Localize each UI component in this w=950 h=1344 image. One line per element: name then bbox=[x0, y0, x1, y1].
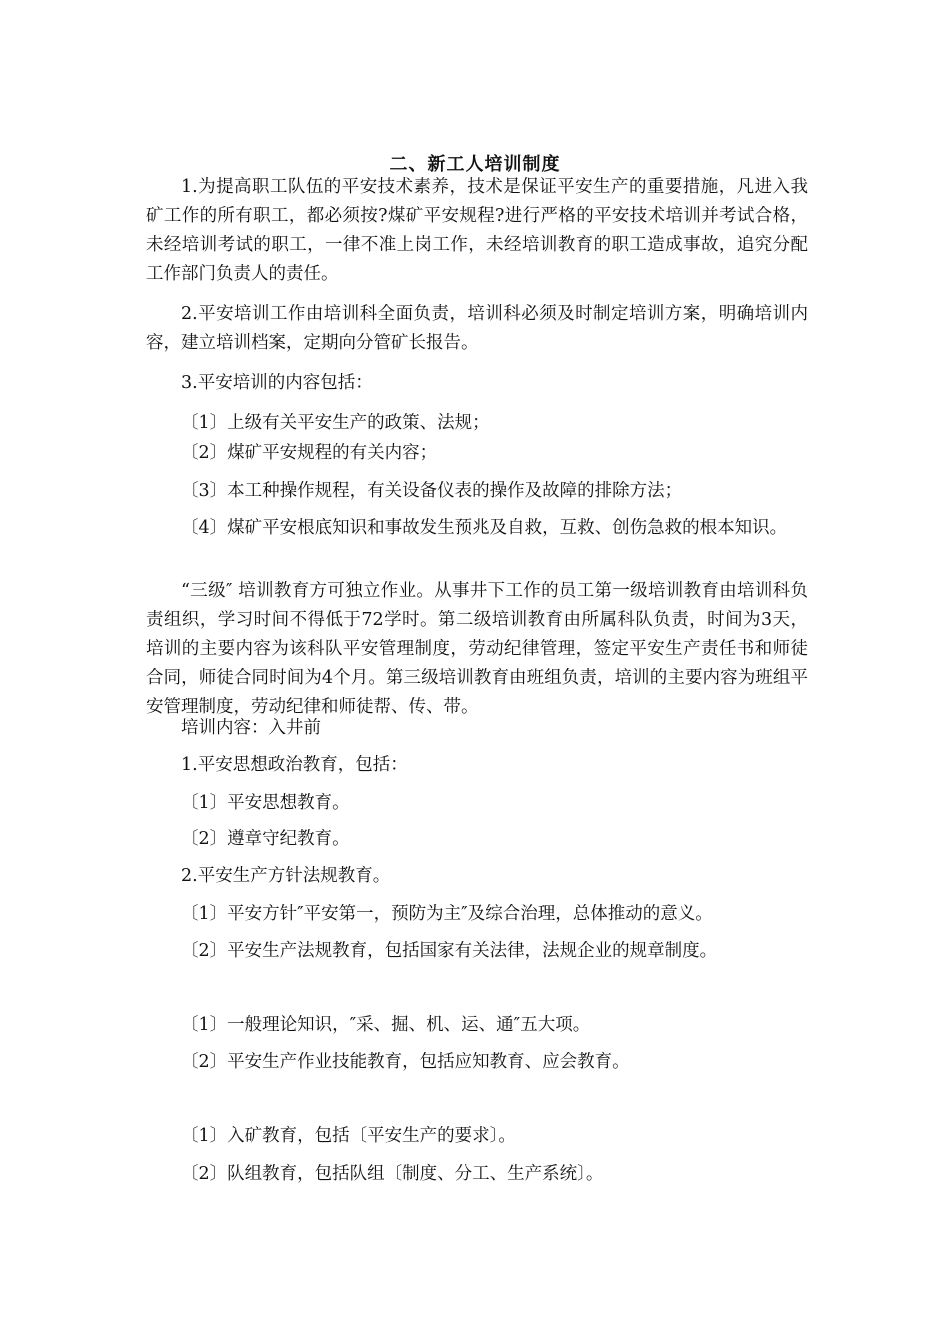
list-item-3-2: 〔2〕煤矿平安规程的有关内容； bbox=[181, 443, 438, 463]
training-content-heading: 培训内容：入井前 bbox=[181, 718, 321, 738]
list-item-3-1: 〔1〕上级有关平安生产的政策、法规； bbox=[181, 413, 490, 433]
section-3-item-2: 〔2〕平安生产作业技能教育，包括应知教育、应会教育。 bbox=[181, 1052, 630, 1072]
paragraph-3: 3.平安培训的内容包括： bbox=[181, 373, 373, 393]
section-2-item-1: 〔1〕平安方针″平安第一，预防为主″及综合治理，总体推动的意义。 bbox=[181, 904, 713, 924]
section-4-item-1: 〔1〕入矿教育，包括〔平安生产的要求〕。 bbox=[181, 1126, 516, 1146]
section-2-heading: 2.平安生产方针法规教育。 bbox=[181, 866, 391, 886]
document-title: 二、新工人培训制度 bbox=[389, 154, 561, 175]
section-4-item-2: 〔2〕队组教育，包括队组〔制度、分工、生产系统〕。 bbox=[181, 1164, 604, 1184]
section-1-item-2: 〔2〕遵章守纪教育。 bbox=[181, 829, 350, 849]
paragraph-three-level: “三级″ 培训教育方可独立作业。从事井下工作的员工第一级培训教育由培训科负责组织，学习时间不得低于72学时。第二级培训教育由所属科队负责，时间为3天，培训的主要内容为该科队平安管理制度，劳动纪律管理，签定平安生产责任书和师徒合同，师徒合同时间为4个月。第三级培训教育由班组负责，培训的主要内容为班组平安管理制度，劳动纪律和师徒帮、传、带。 bbox=[146, 581, 808, 717]
paragraph-1: 1.为提高职工队伍的平安技术素养，技术是保证平安生产的重要措施，凡进入我矿工作的所有职工，都必须按?煤矿平安规程?进行严格的平安技术培训并考试合格，未经培训考试的职工，一律不准上岗工作，未经培训教育的职工造成事故，追究分配工作部门负责人的责任。 bbox=[146, 177, 808, 284]
section-2-item-2: 〔2〕平安生产法规教育，包括国家有关法律，法规企业的规章制度。 bbox=[181, 941, 718, 961]
section-1-item-1: 〔1〕平安思想教育。 bbox=[181, 793, 350, 813]
list-item-3-4: 〔4〕煤矿平安根底知识和事故发生预兆及自救，互救、创伤急救的根本知识。 bbox=[181, 518, 788, 538]
list-item-3-3: 〔3〕本工种操作规程，有关设备仪表的操作及故障的排除方法； bbox=[181, 481, 683, 501]
section-3-item-1: 〔1〕一般理论知识，″采、掘、机、运、通″五大项。 bbox=[181, 1015, 591, 1035]
section-1-heading: 1.平安思想政治教育，包括： bbox=[181, 755, 408, 775]
paragraph-2: 2.平安培训工作由培训科全面负责，培训科必须及时制定培训方案，明确培训内容，建立培训档案，定期向分管矿长报告。 bbox=[146, 304, 808, 353]
